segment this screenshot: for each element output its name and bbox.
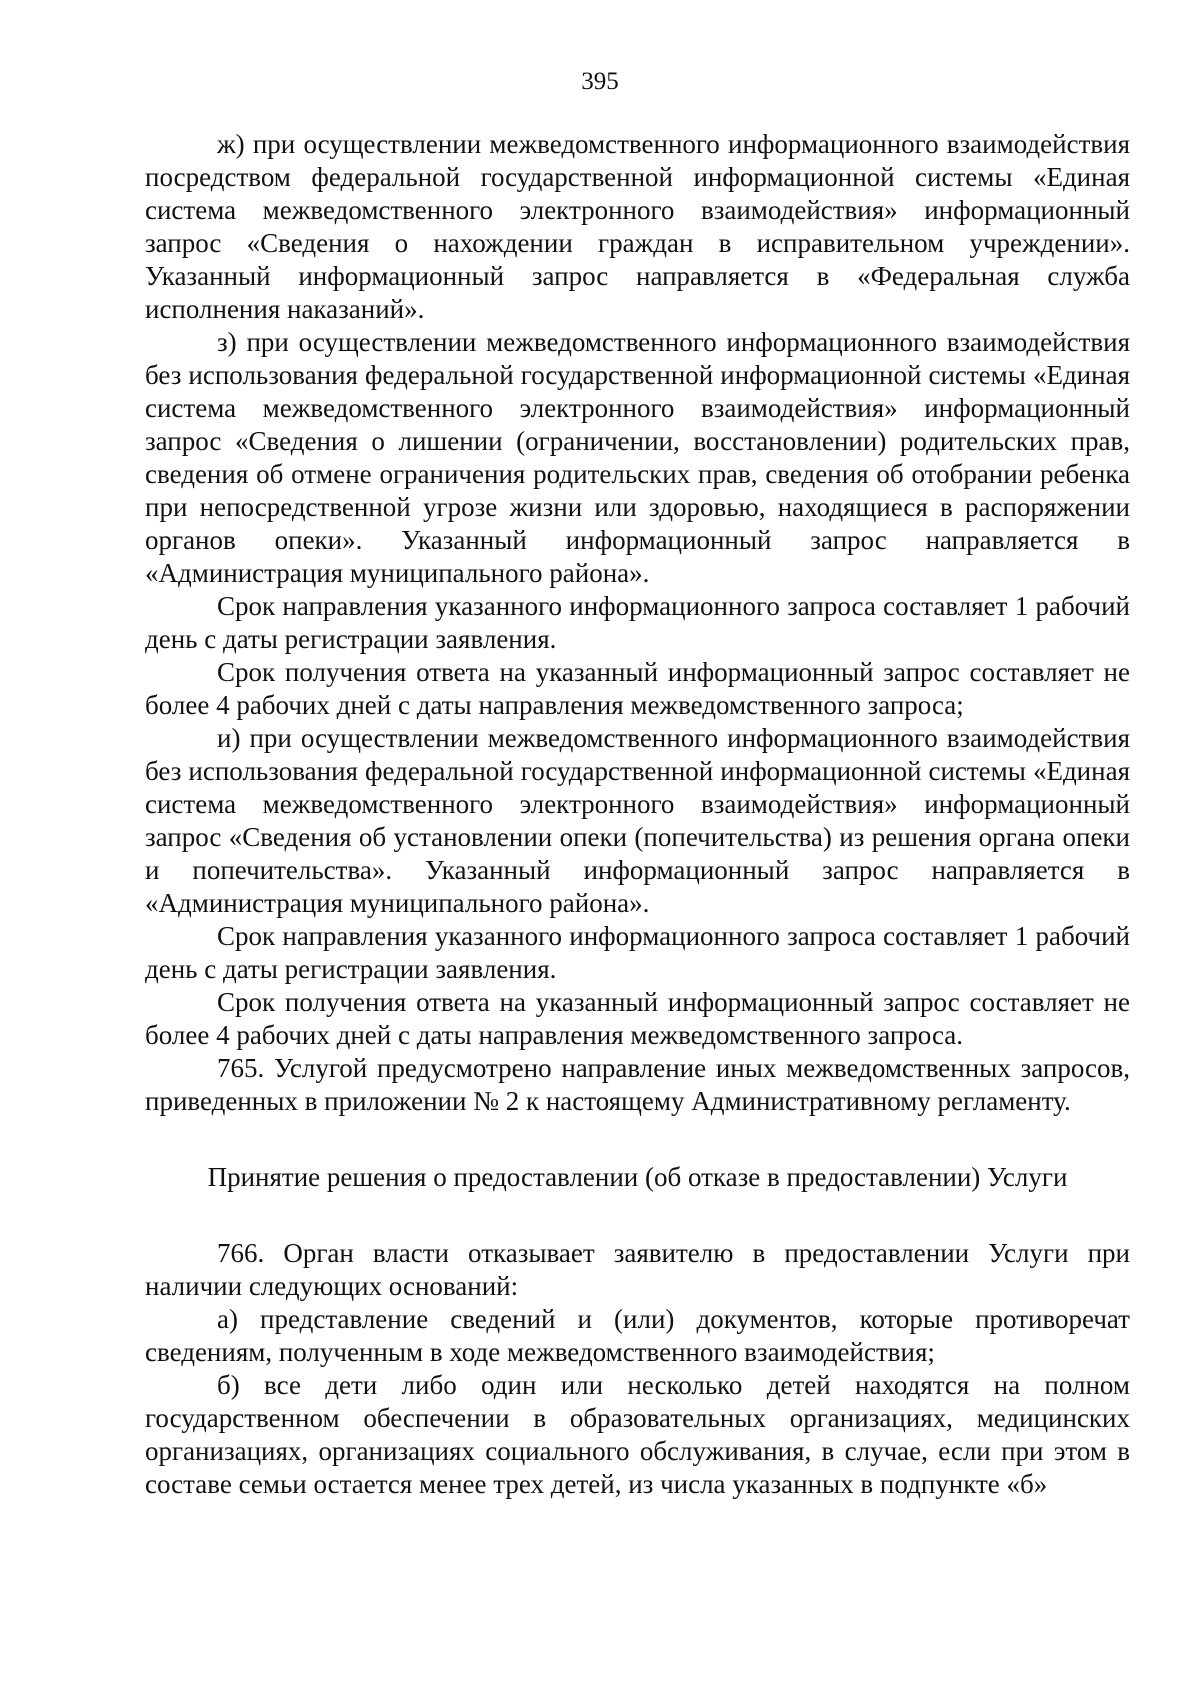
paragraph-i-request-guardianship: и) при осуществлении межведомственного информационного взаимодействия без использования федеральной государственной информационной системы «Единая система межведомственного электронного взаимодействия» информационный запрос «Сведения об установлении опеки (попечительства) из решения органа опеки и попечительства». Указанный информационный запрос направляется в «Администрация муниципального района».: [145, 723, 1130, 918]
paragraph-z-request-guardianship-rights: з) при осуществлении межведомственного информационного взаимодействия без использования федеральной государственной информационной системы «Единая система межведомственного электронного взаимодействия» информационный запрос «Сведения о лишении (ограничении, восстановлении) родительских прав, сведения об отмене ограничения родительских прав, сведения об отобрании ребенка при непосредственной угрозе жизни или здоровью, находящиеся в распоряжении органов опеки». Указанный информационный запрос направляется в «Администрация муниципального района».: [145, 327, 1130, 588]
paragraph-a-contradicting-documents: а) представление сведений и (или) документов, которые противоречат сведениям, полученным в ходе межведомственного взаимодействия;: [145, 1304, 1130, 1367]
paragraph-request-deadline: Срок направления указанного информационного запроса составляет 1 рабочий день с даты регистрации заявления.: [145, 591, 1130, 654]
section-heading: Принятие решения о предоставлении (об отказе в предоставлении) Услуги: [207, 1162, 1068, 1192]
paragraph-zh-request-fsin: ж) при осуществлении межведомственного информационного взаимодействия посредством федеральной государственной информационной системы «Единая система межведомственного электронного взаимодействия» информационный запрос «Сведения о нахождении граждан в исправительном учреждении». Указанный информационный запрос направляется в «Федеральная служба исполнения наказаний».: [145, 129, 1130, 324]
paragraph-b-state-support: б) все дети либо один или несколько детей находятся на полном государственном обеспечении в образовательных организациях, медицинских организациях, организациях социального обслуживания, в случае, если при этом в составе семьи остается менее трех детей, из числа указанных в подпункте «б»: [145, 1370, 1130, 1499]
paragraph-response-deadline: Срок получения ответа на указанный информационный запрос составляет не более 4 рабочих дней с даты направления межведомственного запроса;: [145, 657, 1130, 720]
paragraph-response-deadline: Срок получения ответа на указанный информационный запрос составляет не более 4 рабочих дней с даты направления межведомственного запроса.: [145, 987, 1130, 1050]
paragraph-request-deadline: Срок направления указанного информационного запроса составляет 1 рабочий день с даты регистрации заявления.: [145, 921, 1130, 984]
paragraph-766-refusal-grounds: 766. Орган власти отказывает заявителю в предоставлении Услуги при наличии следующих оснований:: [145, 1238, 1130, 1301]
paragraph-765-other-requests: 765. Услугой предусмотрено направление иных межведомственных запросов, приведенных в приложении № 2 к настоящему Административному регламенту.: [145, 1053, 1130, 1116]
page-number: 395: [581, 68, 619, 95]
document-body: [145, 128, 1130, 1501]
